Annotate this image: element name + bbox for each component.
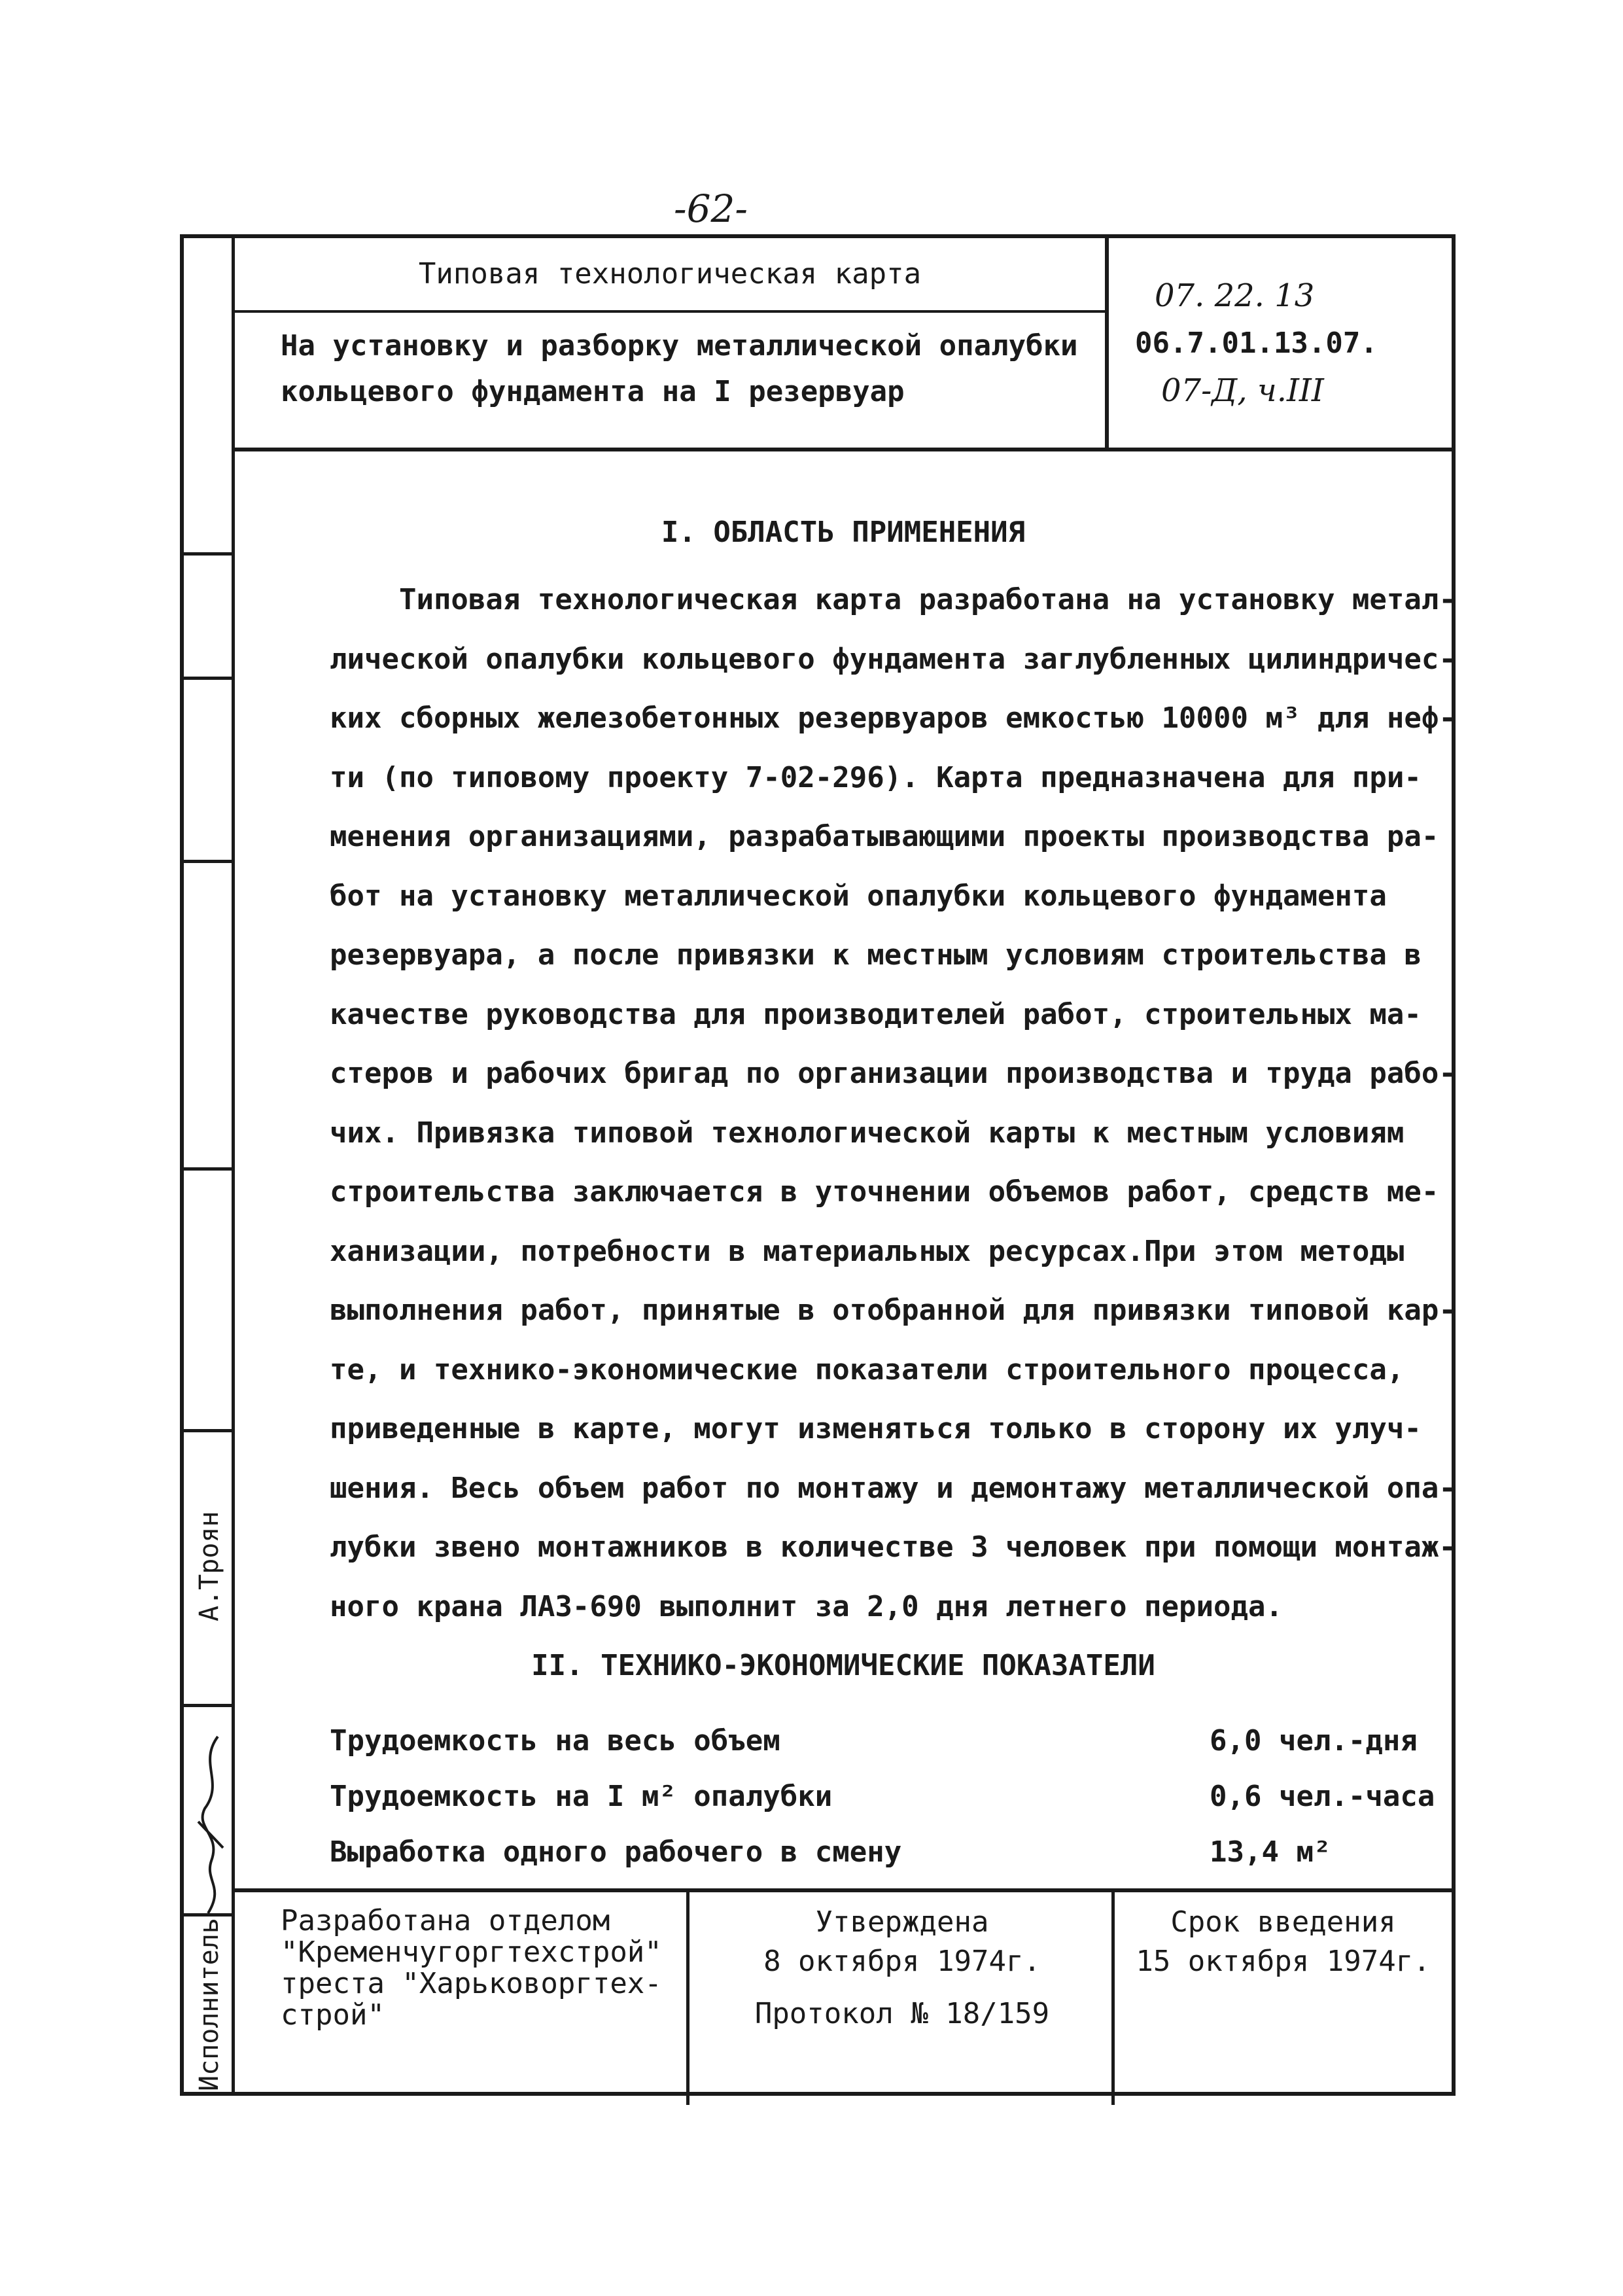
text-line: ких сборных железобетонных резервуаров емкостью 10000 м³ для неф- bbox=[330, 701, 1456, 735]
section-2-heading: II. ТЕХНИКО-ЭКОНОМИЧЕСКИЕ ПОКАЗАТЕЛИ bbox=[531, 1649, 1155, 1682]
strip-divider bbox=[184, 677, 235, 680]
header-title-block bbox=[235, 238, 1109, 448]
document-frame bbox=[180, 234, 1456, 2096]
effective-date: 15 октября 1974г. bbox=[1136, 1945, 1431, 1978]
document-body bbox=[235, 451, 1456, 1904]
text-line: те, и технико-экономические показатели строительного процесса, bbox=[330, 1352, 1405, 1386]
text-line: бот на установку металлической опалубки кольцевого фундамента bbox=[330, 879, 1387, 913]
protocol-number: Протокол № 18/159 bbox=[754, 1997, 1050, 2030]
footer bbox=[235, 1888, 1452, 2092]
indicator-row bbox=[330, 1835, 1461, 1888]
text-line: менения организациями, разрабатывающими проекты производства ра- bbox=[330, 820, 1439, 853]
text-line: стеров и рабочих бригад по организации производства и труда рабо- bbox=[330, 1057, 1456, 1090]
code-handwritten-part: 07-Д, ч.III bbox=[1161, 372, 1324, 409]
strip-divider bbox=[184, 1429, 235, 1432]
strip-divider bbox=[184, 1704, 235, 1707]
indicator-row bbox=[330, 1724, 1461, 1776]
section-1-text bbox=[330, 571, 1481, 1636]
indicator-label: Выработка одного рабочего в смену bbox=[330, 1835, 902, 1869]
text-line: выполнения работ, принятые в отобранной для привязки типовой кар- bbox=[330, 1294, 1456, 1327]
text-line: ти (по типовому проекту 7-02-296). Карта предназначена для при- bbox=[330, 760, 1422, 794]
indicator-row bbox=[330, 1780, 1461, 1832]
code-handwritten: 07. 22. 13 bbox=[1155, 277, 1315, 314]
indicator-value: 13,4 м² bbox=[1210, 1835, 1331, 1869]
strip-divider bbox=[184, 552, 235, 556]
code-typed: 06.7.01.13.07. bbox=[1135, 327, 1378, 360]
approved-title: Утверждена bbox=[815, 1905, 989, 1939]
text-line: приведенные в карте, могут изменяться только в сторону их улуч- bbox=[330, 1412, 1422, 1445]
text-line: лической опалубки кольцевого фундамента заглубленных цилиндричес- bbox=[330, 642, 1456, 676]
text-line: шения. Весь объем работ по монтажу и демонтажу металлической опа- bbox=[330, 1471, 1456, 1505]
text-line: Типовая технологическая карта разработана на установку метал- bbox=[330, 583, 1456, 616]
indicator-label: Трудоемкость на весь объем bbox=[330, 1724, 780, 1757]
header-code-block bbox=[1109, 238, 1452, 448]
header bbox=[235, 238, 1452, 451]
strip-divider bbox=[184, 1167, 235, 1171]
performer-label: Исполнитель bbox=[194, 1918, 224, 2092]
effective-block bbox=[1115, 1892, 1452, 2105]
text-line: ного крана ЛАЗ-690 выполнит за 2,0 дня летнего периода. bbox=[330, 1589, 1283, 1623]
indicator-value: 0,6 чел.-часа bbox=[1210, 1780, 1435, 1813]
signature-icon bbox=[192, 1723, 228, 1939]
indicator-value: 6,0 чел.-дня bbox=[1210, 1724, 1418, 1757]
text-line: строительства заключается в уточнении объемов работ, средств ме- bbox=[330, 1175, 1439, 1209]
side-strip bbox=[184, 238, 235, 2092]
effective-title: Срок введения bbox=[1170, 1905, 1396, 1939]
text-line: резервуара, а после привязки к местным условиям строительства в bbox=[330, 938, 1422, 972]
text-line: чих. Привязка типовой технологической карты к местным условиям bbox=[330, 1116, 1405, 1150]
developed-by: Разработана отделом "Кременчугоргтехстрой" треста "Харьковоргтех- строй" bbox=[281, 1892, 689, 2105]
approved-date: 8 октября 1974г. bbox=[763, 1945, 1041, 1978]
card-type: Типовая технологическая карта bbox=[235, 238, 1105, 313]
strip-divider bbox=[184, 860, 235, 863]
text-line: качестве руководства для производителей работ, строительных ма- bbox=[330, 997, 1422, 1031]
page-number: -62- bbox=[674, 186, 748, 231]
main-area bbox=[235, 238, 1456, 2092]
performer-name: А.Троян bbox=[194, 1511, 224, 1622]
text-line: лубки звено монтажников в количестве 3 человек при помощи монтаж- bbox=[330, 1530, 1456, 1564]
approval-block bbox=[693, 1892, 1115, 2105]
indicator-label: Трудоемкость на I м² опалубки bbox=[330, 1780, 833, 1813]
section-1-heading: I. ОБЛАСТЬ ПРИМЕНЕНИЯ bbox=[661, 516, 1026, 549]
text-line: ханизации, потребности в материальных ресурсах.При этом методы bbox=[330, 1234, 1405, 1268]
card-title: На установку и разборку металлической опалубки кольцевого фундамента на I резервуар bbox=[281, 329, 1078, 408]
